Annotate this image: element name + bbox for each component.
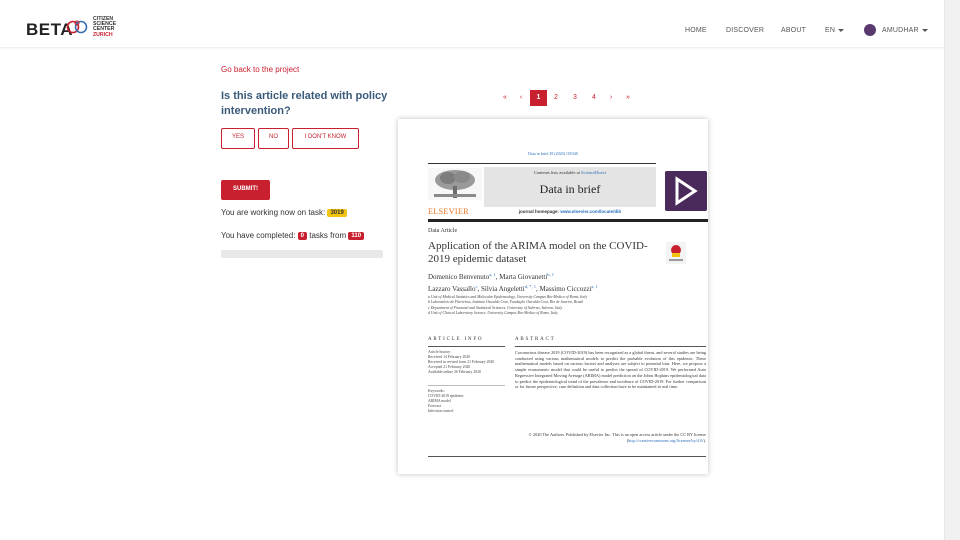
completed-count-badge: 0 (298, 232, 307, 240)
pagination-page-2[interactable]: 2 (554, 94, 558, 101)
pagination-last-button[interactable]: » (626, 94, 630, 101)
author-4: , Silvia Angeletti (477, 285, 525, 293)
affiliations (428, 295, 698, 316)
pagination-page-4[interactable]: 4 (592, 94, 596, 101)
pagination-page-1[interactable]: 1 (530, 90, 547, 106)
author-3-affiliation: c (475, 284, 478, 289)
avatar[interactable] (864, 24, 876, 36)
history-item: Accepted 21 February 2020 (428, 365, 471, 369)
user-menu-dropdown[interactable] (882, 27, 928, 34)
task-question: Is this article related with policy intervention? (221, 90, 388, 117)
author-3: Lazzaro Vassallo (428, 285, 476, 293)
total-tasks-badge: 110 (348, 232, 364, 240)
chevron-down-icon (922, 29, 928, 32)
answer-dont-know-button[interactable]: I DON'T KNOW (292, 128, 359, 149)
sciencedirect-link[interactable]: ScienceDirect (581, 170, 607, 175)
authors-line-2 (428, 282, 693, 294)
citizen-science-logo-icon[interactable] (66, 18, 90, 36)
pagination-next-button[interactable]: › (609, 94, 613, 101)
author-2-affiliation: b, 1 (547, 272, 555, 277)
author-5: , Massimo Ciccozzi (536, 285, 592, 293)
article-title: Application of the ARIMA model on the COVID-2019 epidemic dataset (428, 240, 648, 265)
keywords-rule (428, 385, 505, 386)
affiliation-item: d Unit of Clinical Laboratory Science, University Campus Bio-Medico of Rome, Italy (428, 310, 558, 315)
keyword-item: Keywords: (428, 389, 445, 393)
author-2: , Marta Giovanetti (495, 273, 548, 281)
logo-text (93, 17, 116, 38)
authors-line-1 (428, 270, 693, 282)
contents-line (484, 170, 656, 175)
task-progress-bar (221, 250, 383, 258)
history-item: Available online 26 February 2020 (428, 370, 481, 374)
answer-yes-button[interactable]: YES (221, 128, 255, 149)
pagination-page-3[interactable]: 3 (573, 94, 577, 101)
homepage-label: journal homepage: (518, 209, 560, 214)
article-info-rule (428, 346, 505, 347)
contents-label: Contents lists available at (533, 170, 580, 175)
abstract-rule (515, 346, 706, 347)
author-list (428, 270, 693, 294)
author-4-affiliation: d, *, 1 (524, 284, 536, 289)
logo-line-1: CITIZEN (93, 16, 114, 22)
abstract-heading: ABSTRACT (515, 337, 556, 342)
current-task-label: You are working now on task: (221, 208, 326, 217)
completed-mid-label: tasks from (309, 231, 347, 240)
abstract-text: Coronavirus disease 2019 (COVID-2019) has been recognized as a global threat, and several studies are being conducted using various mathematical models to predict the probable evolution of this epidemic. These mathematical models based on various factors and analyses are subject to potential bias. Here, we propose a simple econometric model that could be useful to predict the spread of COVID-2019. We performed Auto Regressive Integrated Moving Average (ARIMA) model prediction on the Johns Hopkins epidemiological data to predict the epidemiological trend of the prevalence and incidence of COVID-2019. For further comparison or for future perspective, case definition and data collection have to be maintained in real time. (515, 350, 706, 390)
header-rule (428, 163, 656, 164)
affiliation-item: b Laboratório de Flavivírus, Instituto Oswaldo Cruz, Fundação Oswaldo Cruz, Rio de Janeiro, Brazil (428, 300, 584, 305)
journal-title: Data in brief (539, 182, 601, 196)
language-dropdown[interactable] (825, 27, 844, 34)
answer-no-button[interactable]: NO (258, 128, 289, 149)
author-5-affiliation: a, 1 (591, 284, 598, 289)
chevron-down-icon (838, 29, 844, 32)
check-for-updates-icon (666, 242, 686, 264)
homepage-url[interactable]: www.elsevier.com/locate/dib (560, 209, 622, 214)
copyright-notice (515, 432, 706, 443)
logo-line-4: ZURICH (93, 31, 113, 38)
pagination-first-button[interactable]: « (503, 94, 507, 101)
journal-homepage (484, 209, 656, 214)
footer-rule (428, 456, 706, 457)
license-link[interactable]: http://creativecommons.org/licenses/by/4.0/ (628, 437, 704, 443)
logo-line-2: SCIENCE (93, 21, 117, 28)
journal-cover-icon (665, 171, 707, 211)
keyword-item: COVID-2019 epidemic (428, 394, 464, 398)
history-item: Received 14 February 2020 (428, 355, 471, 359)
history-item: Received in revised form 21 February 2020 (428, 360, 495, 364)
author-1-affiliation: a, 1 (489, 272, 496, 277)
history-item: Article history: (428, 350, 452, 354)
pagination-prev-button[interactable]: ‹ (519, 94, 523, 101)
task-id-badge: 3019 (327, 209, 346, 217)
affiliation-item: a Unit of Medical Statistics and Molecular Epidemiology, University Campus Bio-Medico of Rome, Italy (428, 295, 588, 299)
user-name: AMUDHAR (882, 27, 919, 34)
author-1: Domenico Benvenuto (428, 273, 490, 281)
completed-label: You have completed: (221, 231, 296, 240)
keyword-item: Infection control (428, 409, 454, 413)
article-history (428, 350, 505, 375)
article-type: Data Article (428, 228, 458, 234)
page-scrollbar[interactable] (944, 0, 960, 540)
article-preview[interactable] (398, 119, 708, 474)
nav-about-link[interactable]: ABOUT (781, 27, 807, 34)
completed-tasks-info (221, 231, 364, 240)
copyright-text: © 2020 The Authors. Published by Elsevier Inc. This is an open access article under the CC BY license ( (528, 432, 706, 443)
language-label: EN (825, 27, 836, 34)
journal-reference: Data in brief 29 (2020) 105340 (528, 151, 578, 156)
copyright-end: ). (703, 437, 706, 443)
keyword-item: Forecast (428, 404, 441, 408)
nav-home-link[interactable]: HOME (685, 27, 707, 34)
back-to-project-link[interactable]: Go back to the project (221, 65, 300, 74)
keyword-item: ARIMA model (428, 399, 451, 403)
publisher-name: ELSEVIER (428, 207, 469, 216)
article-info-heading: ARTICLE INFO (428, 337, 484, 342)
affiliation-item: c Department of Financial and Statistical Sciences, University of Salerno, Salerno, Italy (428, 305, 563, 310)
current-task-info (221, 208, 347, 217)
elsevier-tree-logo-icon (428, 168, 482, 200)
logo-line-3: CENTER (93, 26, 115, 33)
nav-discover-link[interactable]: DISCOVER (726, 27, 765, 34)
top-navbar (0, 0, 944, 48)
masthead-rule (428, 219, 708, 222)
brand-label[interactable]: BETA (26, 20, 74, 39)
keywords (428, 389, 505, 414)
submit-button[interactable]: SUBMIT! (221, 180, 270, 200)
